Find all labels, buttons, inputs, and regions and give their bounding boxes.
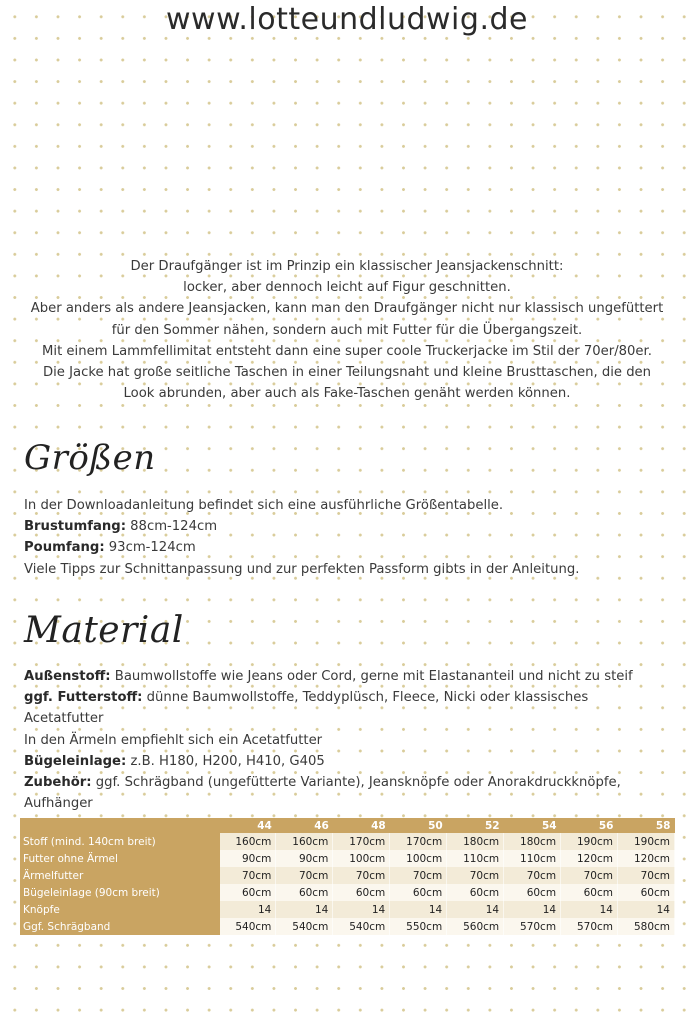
table-cell: 14 <box>390 901 447 918</box>
material-table <box>20 818 675 935</box>
poumfang-line <box>24 537 674 558</box>
table-cell: 90cm <box>276 850 333 867</box>
table-row <box>20 901 675 918</box>
size-header: 54 <box>504 818 561 833</box>
table-cell: 110cm <box>504 850 561 867</box>
aermel-note: In den Ärmeln empfiehlt sich ein Acetatfutter <box>24 732 323 748</box>
groessen-heading: Größen <box>24 438 156 478</box>
intro-line: Aber anders als andere Jeansjacken, kann man den Draufgänger nicht nur klassisch ungefüttert <box>30 301 664 317</box>
intro-line: Die Jacke hat große seitliche Taschen in einer Teilungsnaht und kleine Brusttaschen, die den <box>42 365 652 381</box>
table-cell: 180cm <box>447 833 504 850</box>
table-cell: 120cm <box>618 850 675 867</box>
table-cell: 160cm <box>276 833 333 850</box>
table-cell: 550cm <box>390 918 447 935</box>
table-cell: 540cm <box>276 918 333 935</box>
material-section <box>24 666 674 814</box>
table-row <box>20 833 675 850</box>
size-header: 46 <box>276 818 333 833</box>
table-cell: 190cm <box>618 833 675 850</box>
table-row <box>20 867 675 884</box>
futterstoff-line-2: Acetatfutter <box>24 711 104 727</box>
table-cell: 100cm <box>390 850 447 867</box>
row-label: Knöpfe <box>20 901 220 918</box>
size-header: 58 <box>618 818 675 833</box>
table-cell: 14 <box>276 901 333 918</box>
table-cell: 60cm <box>618 884 675 901</box>
table-cell: 70cm <box>390 867 447 884</box>
table-row <box>20 850 675 867</box>
table-cell: 60cm <box>504 884 561 901</box>
table-cell: 170cm <box>390 833 447 850</box>
intro-line: Der Draufgänger ist im Prinzip ein klassischer Jeansjackenschnitt: <box>130 259 564 274</box>
row-label: Ggf. Schrägband <box>20 918 220 935</box>
groessen-section <box>24 495 674 580</box>
table-cell: 180cm <box>504 833 561 850</box>
table-cell: 540cm <box>220 918 276 935</box>
zubehoer-label: Zubehör: <box>24 775 92 791</box>
table-cell: 60cm <box>447 884 504 901</box>
aussenstoff-label: Außenstoff: <box>24 669 111 684</box>
table-cell: 70cm <box>561 867 618 884</box>
zubehoer-value: ggf. Schrägband (ungefütterte Variante), Jeansknöpfe oder Anorakdruckknöpfe, <box>91 775 621 791</box>
table-cell: 14 <box>333 901 390 918</box>
table-cell: 70cm <box>276 867 333 884</box>
table-cell: 160cm <box>220 833 276 850</box>
size-header: 48 <box>333 818 390 833</box>
table-cell: 100cm <box>333 850 390 867</box>
table-cell: 60cm <box>276 884 333 901</box>
table-header-blank <box>20 818 220 833</box>
intro-line: für den Sommer nähen, sondern auch mit Futter für die Übergangszeit. <box>111 322 583 338</box>
futterstoff-label: ggf. Futterstoff: <box>24 690 143 706</box>
buegeleinlage-value: z.B. H180, H200, H410, G405 <box>126 753 325 769</box>
table-cell: 60cm <box>561 884 618 901</box>
futterstoff-value: dünne Baumwollstoffe, Teddyplüsch, Fleece, Nicki oder klassisches <box>142 690 589 706</box>
row-label: Bügeleinlage (90cm breit) <box>20 884 220 901</box>
table-header-row <box>20 818 675 833</box>
table-row <box>20 918 675 935</box>
table-cell: 14 <box>447 901 504 918</box>
buegeleinlage-label: Bügeleinlage: <box>24 753 127 769</box>
futterstoff-line <box>24 687 674 708</box>
table-cell: 60cm <box>333 884 390 901</box>
intro-line: locker, aber dennoch leicht auf Figur geschnitten. <box>183 280 511 296</box>
size-header: 52 <box>447 818 504 833</box>
table-cell: 70cm <box>447 867 504 884</box>
size-header: 44 <box>220 818 276 833</box>
material-heading: Material <box>24 610 184 651</box>
table-cell: 540cm <box>333 918 390 935</box>
aussenstoff-value: Baumwollstoffe wie Jeans oder Cord, gerne mit Elastananteil und nicht zu steif <box>110 669 633 684</box>
groessen-tipps: Viele Tipps zur Schnittanpassung und zur perfekten Passform gibts in der Anleitung. <box>24 561 580 577</box>
table-cell: 560cm <box>447 918 504 935</box>
table-cell: 580cm <box>618 918 675 935</box>
table-row <box>20 884 675 901</box>
zubehoer-line <box>24 772 674 793</box>
table-cell: 70cm <box>333 867 390 884</box>
groessen-intro: In der Downloadanleitung befindet sich eine ausführliche Größentabelle. <box>24 498 504 513</box>
table-cell: 14 <box>504 901 561 918</box>
table-cell: 14 <box>220 901 276 918</box>
brustumfang-line <box>24 516 674 537</box>
table-cell: 110cm <box>447 850 504 867</box>
poumfang-label: Poumfang: <box>24 540 105 556</box>
table-cell: 60cm <box>390 884 447 901</box>
buegeleinlage-line <box>24 751 674 772</box>
brustumfang-value: 88cm-124cm <box>125 519 218 535</box>
row-label: Stoff (mind. 140cm breit) <box>20 833 220 850</box>
intro-line: Look abrunden, aber auch als Fake-Taschen genäht werden können. <box>123 386 571 402</box>
row-label: Ärmelfutter <box>20 867 220 884</box>
table-cell: 14 <box>618 901 675 918</box>
table-cell: 90cm <box>220 850 276 867</box>
table-cell: 70cm <box>504 867 561 884</box>
zubehoer-line-2: Aufhänger <box>24 796 93 812</box>
intro-text <box>20 256 674 404</box>
table-cell: 70cm <box>618 867 675 884</box>
size-header: 56 <box>561 818 618 833</box>
aussenstoff-line <box>24 666 674 687</box>
table-cell: 14 <box>561 901 618 918</box>
brustumfang-label: Brustumfang: <box>24 519 126 535</box>
row-label: Futter ohne Ärmel <box>20 850 220 867</box>
table-cell: 570cm <box>561 918 618 935</box>
poumfang-value: 93cm-124cm <box>104 540 196 556</box>
table-cell: 190cm <box>561 833 618 850</box>
intro-line: Mit einem Lammfellimitat entsteht dann eine super coole Truckerjacke im Stil der 70er/80er. <box>42 343 652 359</box>
size-header: 50 <box>390 818 447 833</box>
table-cell: 60cm <box>220 884 276 901</box>
table-cell: 120cm <box>561 850 618 867</box>
site-url: www.lotteundludwig.de <box>166 2 528 37</box>
table-cell: 170cm <box>333 833 390 850</box>
table-cell: 570cm <box>504 918 561 935</box>
table-cell: 70cm <box>220 867 276 884</box>
